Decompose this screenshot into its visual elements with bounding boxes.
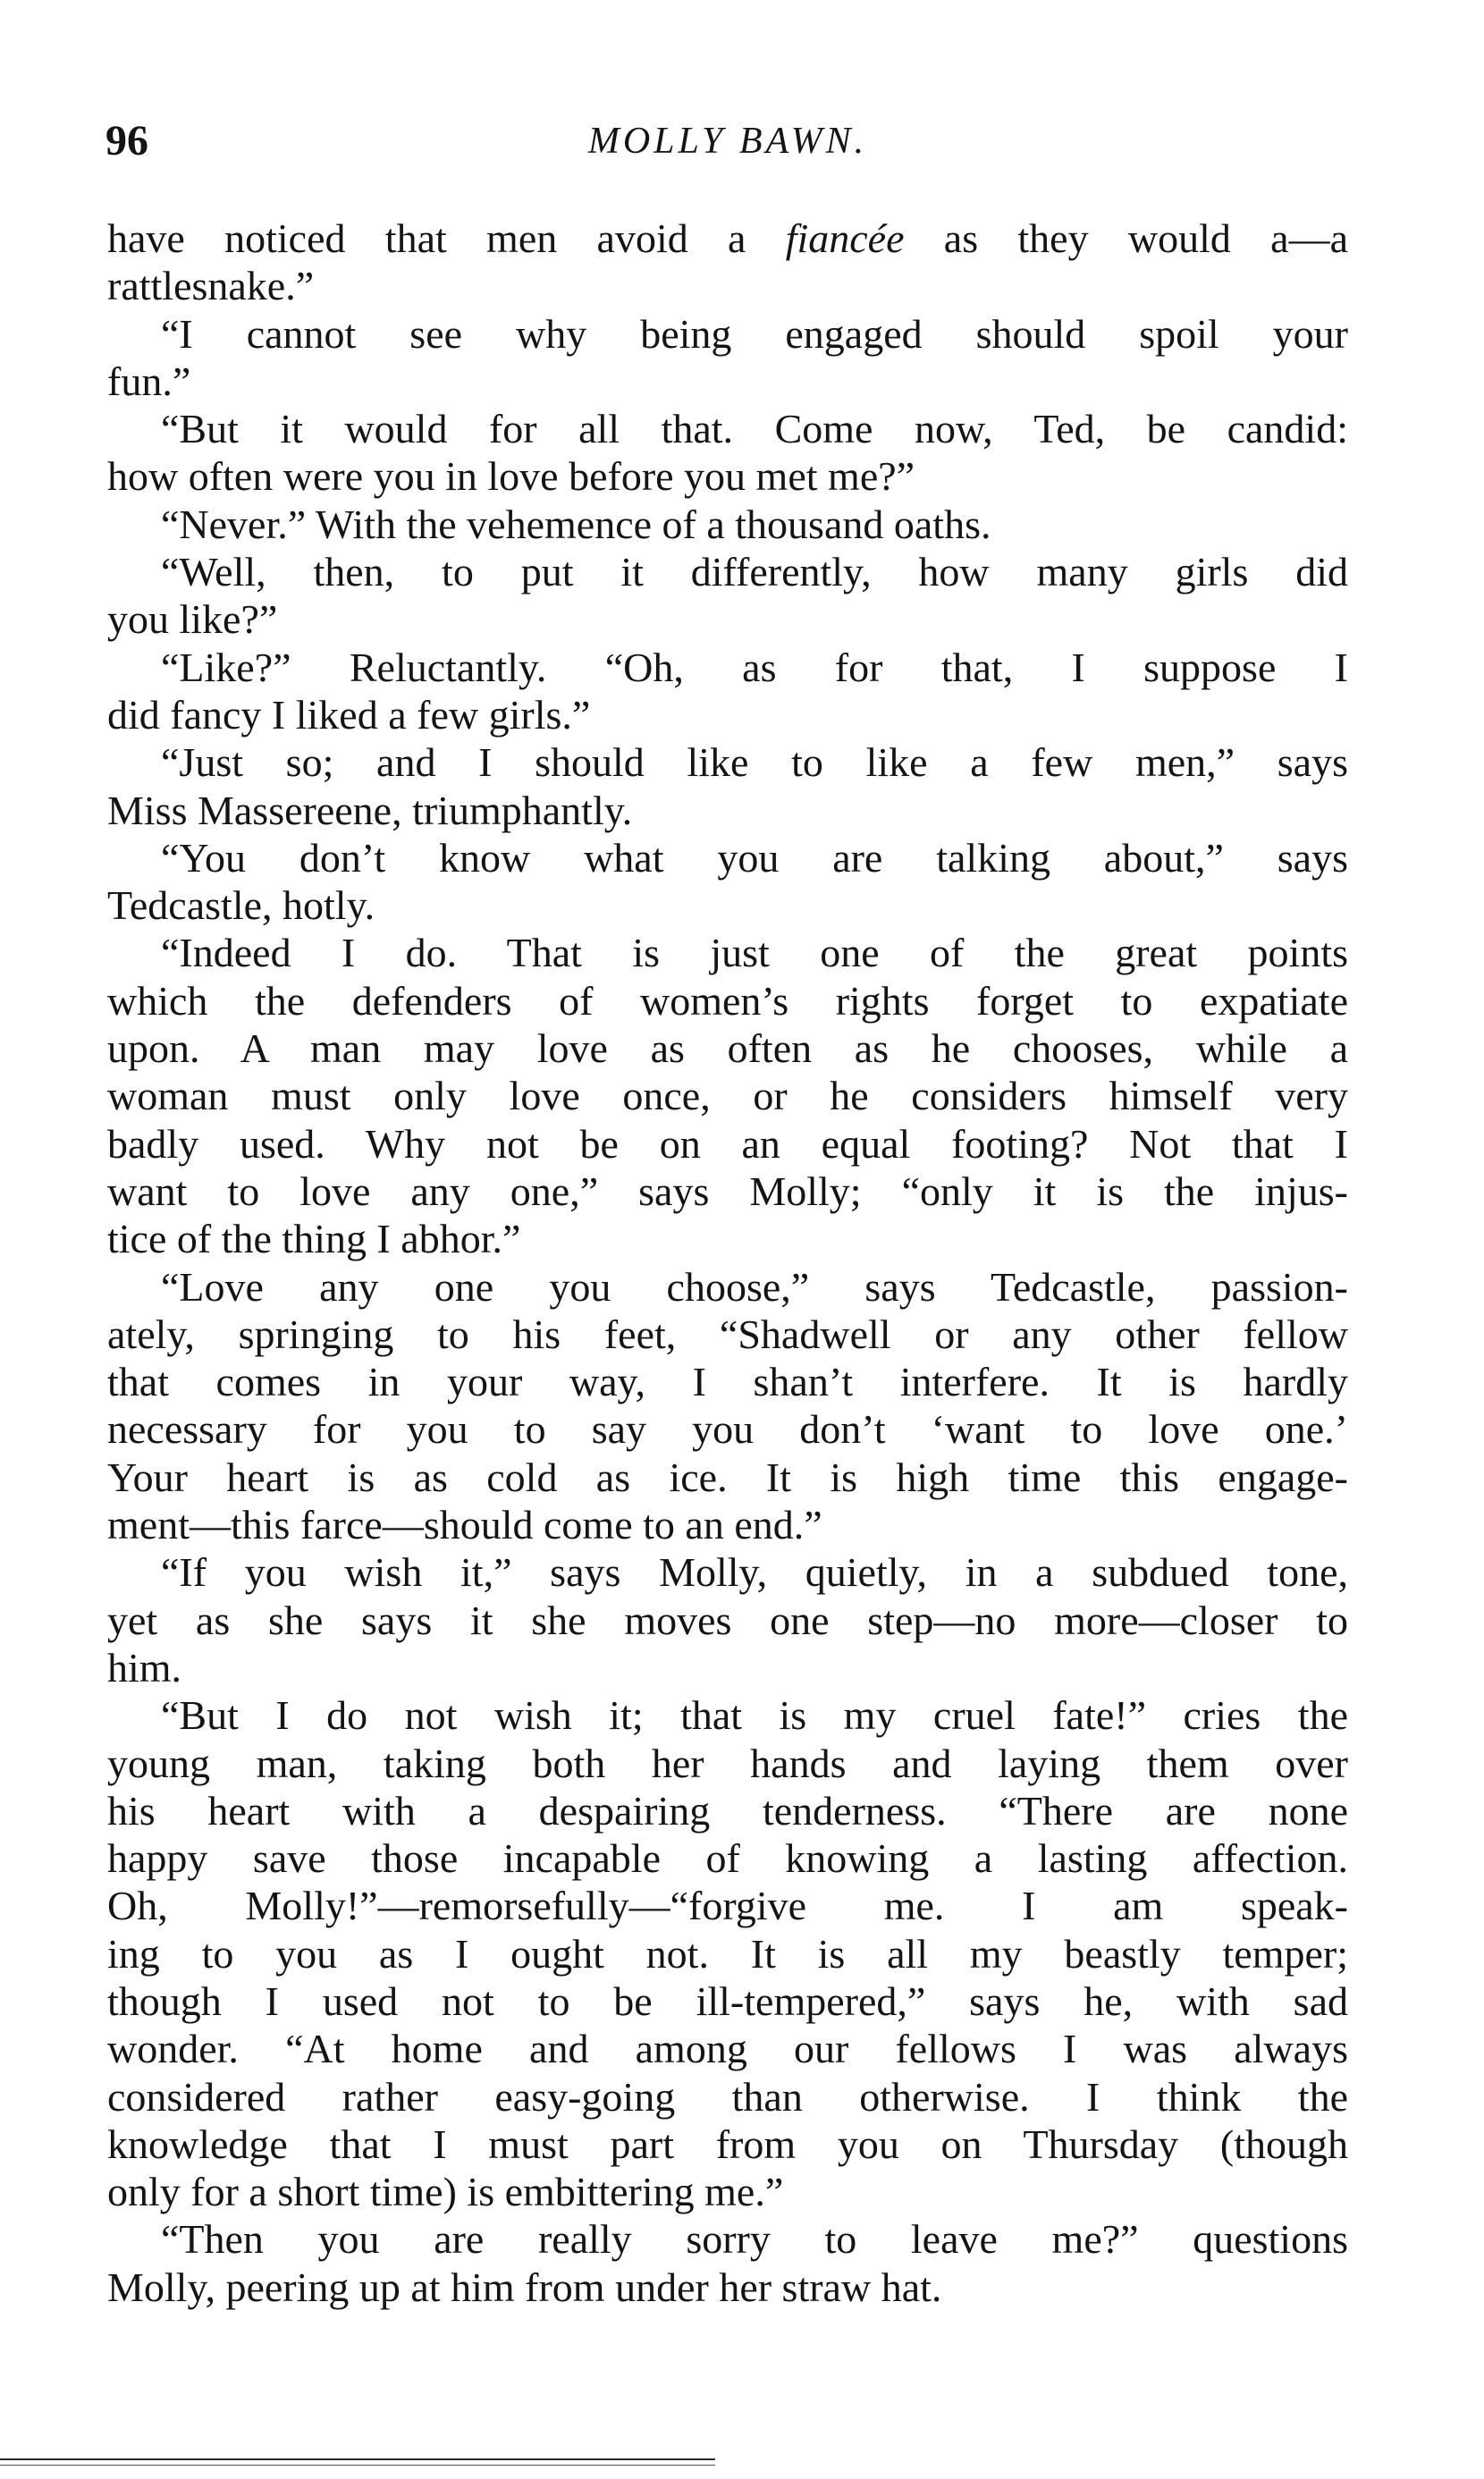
text-line: “Like?” Reluctantly. “Oh, as for that, I suppose I [161,644,1348,690]
bottom-rule-secondary [0,2465,715,2466]
text-line: ment—this farce—should come to an end.” [107,1502,822,1548]
text-line: happy save those incapable of knowing a lasting affection. [107,1835,1348,1882]
text-line: Molly, peering up at him from under her straw hat. [107,2264,942,2310]
text-line: woman must only love once, or he considers himself very [107,1073,1348,1119]
text-line: considered rather easy-going than otherwise. I think the [107,2073,1348,2120]
text-line: did fancy I liked a few girls.” [107,691,591,738]
text-line: “You don’t know what you are talking about,” says [161,834,1348,881]
text-line: “I cannot see why being engaged should spoil your [161,310,1348,357]
text-line: ately, springing to his feet, “Shadwell or any other fellow [107,1311,1348,1357]
text-line: which the defenders of women’s rights forget to expatiate [107,977,1348,1024]
running-title: MOLLY BAWN. [587,121,868,162]
text-line: “But I do not wish it; that is my cruel fate!” cries the [161,1692,1348,1739]
text-line: “Love any one you choose,” says Tedcastle, passion- [161,1263,1348,1310]
body-text [107,215,1348,2311]
text-line: “If you wish it,” says Molly, quietly, in a subdued tone, [161,1549,1348,1596]
text-line: want to love any one,” says Molly; “only it is the injus- [107,1168,1348,1214]
text-line: though I used not to be ill-tempered,” says he, with sad [107,1977,1348,2024]
text-line: yet as she says it she moves one step—no more—closer to [107,1597,1348,1643]
text-line: Tedcastle, hotly. [107,882,375,929]
text-line: wonder. “At home and among our fellows I was always [107,2026,1348,2072]
text-line: Oh, Molly!”—remorsefully—“forgive me. I am speak- [107,1883,1348,1929]
text-line: “Well, then, to put it differently, how many girls did [161,549,1348,595]
text-line: only for a short time) is embittering me.” [107,2169,784,2215]
text-line: him. [107,1644,182,1691]
text-line: necessary for you to say you don’t ‘want to love one.’ [107,1406,1348,1453]
text-line: young man, taking both her hands and laying them over [107,1740,1348,1786]
text-line: Your heart is as cold as ice. It is high time this engage- [107,1454,1348,1500]
text-line: “Indeed I do. That is just one of the great points [161,930,1348,976]
text-line: how often were you in love before you met me?” [107,453,915,500]
page-header [105,114,1350,168]
text-line: “Then you are really sorry to leave me?” questions [161,2216,1348,2263]
text-line: have noticed that men avoid a fiancée as they would a—a [107,215,1348,261]
text-line: Miss Massereene, triumphantly. [107,787,633,833]
text-line: his heart with a despairing tenderness. “There are none [107,1787,1348,1834]
text-line: fun.” [107,358,191,404]
page-number: 96 [105,117,148,164]
text-line: that comes in your way, I shan’t interfere. It is hardly [107,1359,1348,1405]
italic-word: fiancée [785,215,905,261]
text-line: you like?” [107,596,278,643]
text-line: ing to you as I ought not. It is all my beastly temper; [107,1930,1348,1977]
bottom-rule [0,2458,715,2460]
text-line: knowledge that I must part from you on Thursday (though [107,2121,1348,2167]
text-line: “Just so; and I should like to like a few men,” says [161,739,1348,786]
text-line: tice of the thing I abhor.” [107,1216,521,1262]
text-line: badly used. Why not be on an equal footing? Not that I [107,1120,1348,1167]
text-line: “But it would for all that. Come now, Ted, be candid: [161,406,1348,452]
text-line: rattlesnake.” [107,263,315,309]
text-line: upon. A man may love as often as he chooses, while a [107,1025,1348,1072]
text-line: “Never.” With the vehemence of a thousand oaths. [161,501,991,547]
